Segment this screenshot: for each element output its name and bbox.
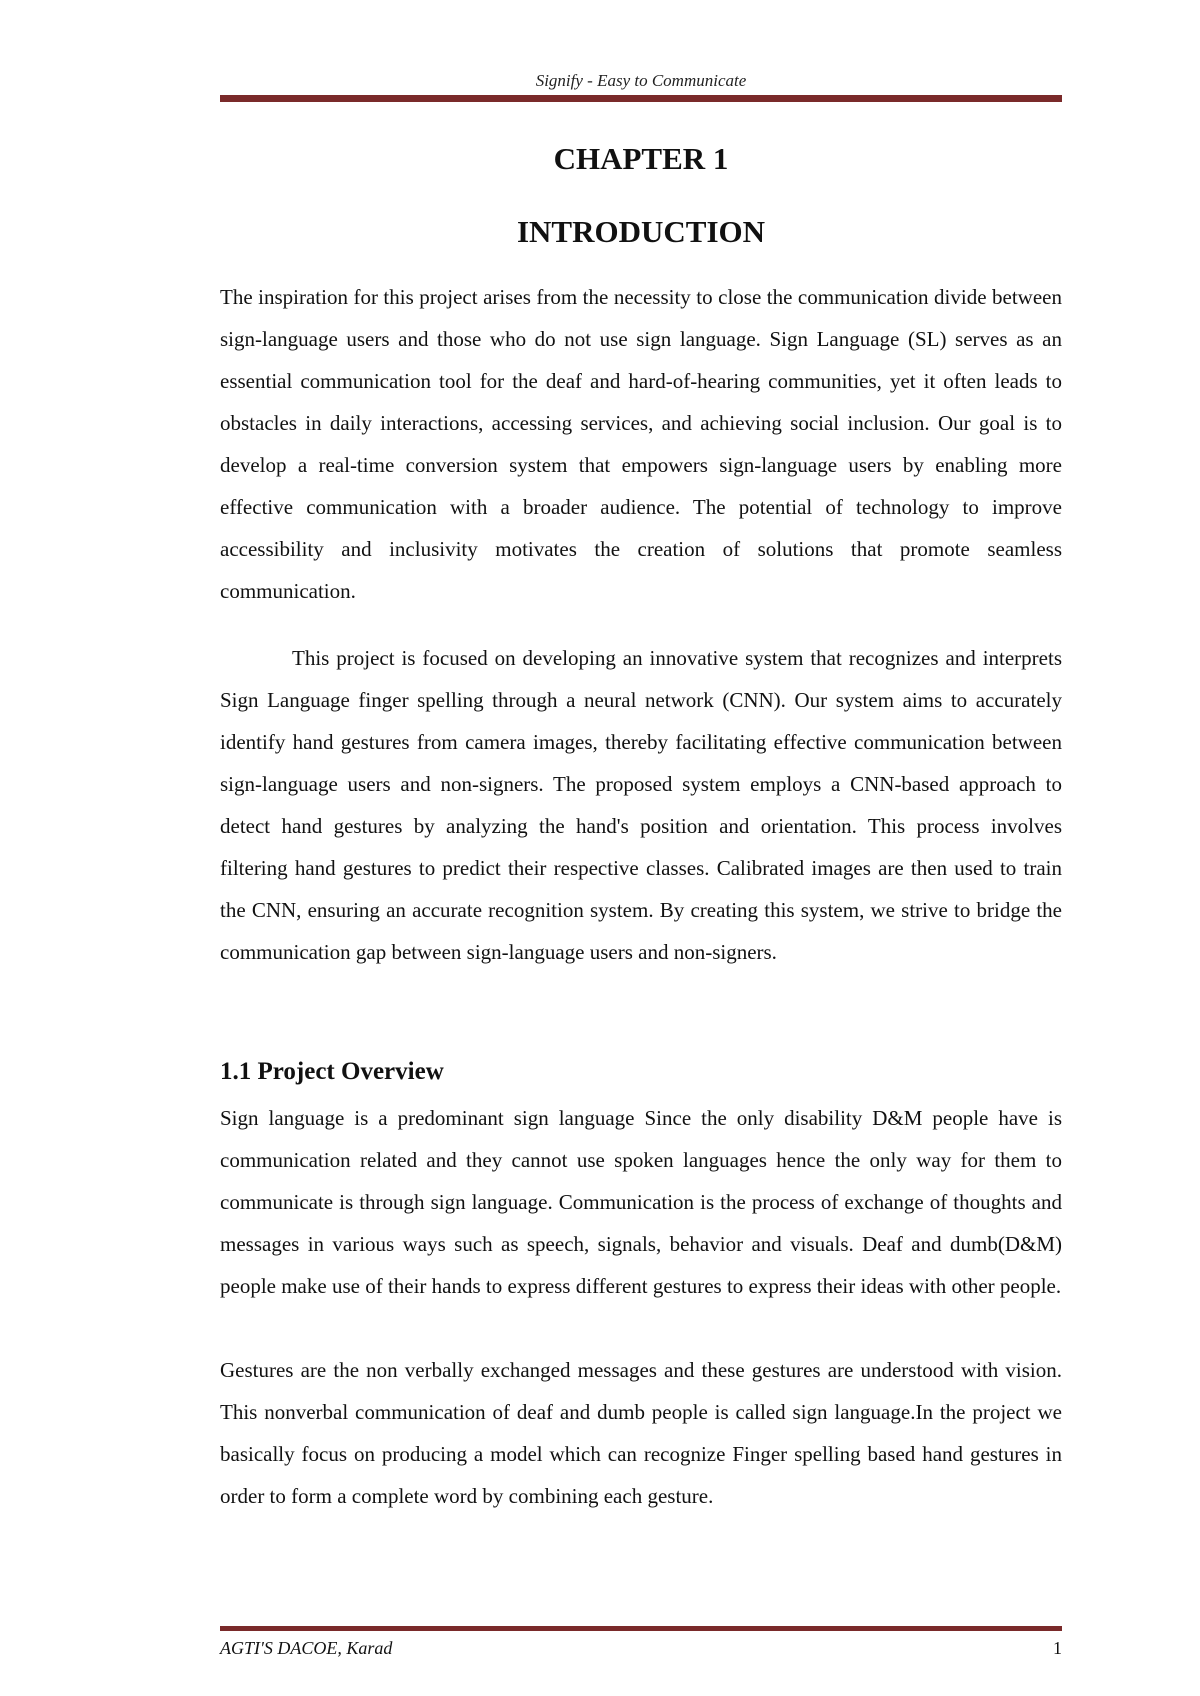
overview-paragraph-2: Gestures are the non verbally exchanged messages and these gestures are understood with vision. This nonverbal communication of deaf and dumb people is called sign language.In the project we basically focus on producing a model which can recognize Finger spelling based hand gestures in order to form a complete word by combining each gesture.	[220, 1358, 1062, 1508]
overview-paragraph-1: Sign language is a predominant sign language Since the only disability D&M people have is communication related and they cannot use spoken languages hence the only way for them to communicate is through sign language. Communication is the process of exchange of thoughts and messages in various ways such as speech, signals, behavior and visuals. Deaf and dumb(D&M) people make use of their hands to express different gestures to express their ideas with other people.	[220, 1106, 1062, 1298]
footer-rule	[220, 1626, 1062, 1631]
chapter-title: INTRODUCTION	[516, 214, 766, 249]
intro-paragraph-1: The inspiration for this project arises from the necessity to close the communication divide between sign-language users and those who do not use sign language. Sign Language (SL) serves as an essential communication tool for the deaf and hard-of-hearing communities, yet it often leads to obstacles in daily interactions, accessing services, and achieving social inclusion. Our goal is to develop a real-time conversion system that empowers sign-language users by enabling more effective communication with a broader audience. The potential of technology to improve accessibility and inclusivity motivates the creation of solutions that promote seamless communication.	[220, 285, 1062, 603]
running-header: Signify - Easy to Communicate	[535, 71, 747, 90]
footer-institution: AGTI'S DACOE, Karad	[220, 1638, 393, 1658]
section-heading-project-overview: 1.1 Project Overview	[220, 1058, 444, 1085]
intro-paragraph-2: This project is focused on developing an innovative system that recognizes and interprets Sign Language finger spelling through a neural network (CNN). Our system aims to accurately identify hand gestures from camera images, thereby facilitating effective communication between sign-language users and non-signers. The proposed system employs a CNN-based approach to detect hand gestures by analyzing the hand's position and orientation. This process involves filtering hand gestures to predict their respective classes. Calibrated images are then used to train the CNN, ensuring an accurate recognition system. By creating this system, we strive to bridge the communication gap between sign-language users and non-signers.	[220, 646, 1062, 964]
chapter-number: CHAPTER 1	[553, 141, 729, 176]
page-number: 1	[1053, 1638, 1062, 1658]
header-rule	[220, 95, 1062, 102]
